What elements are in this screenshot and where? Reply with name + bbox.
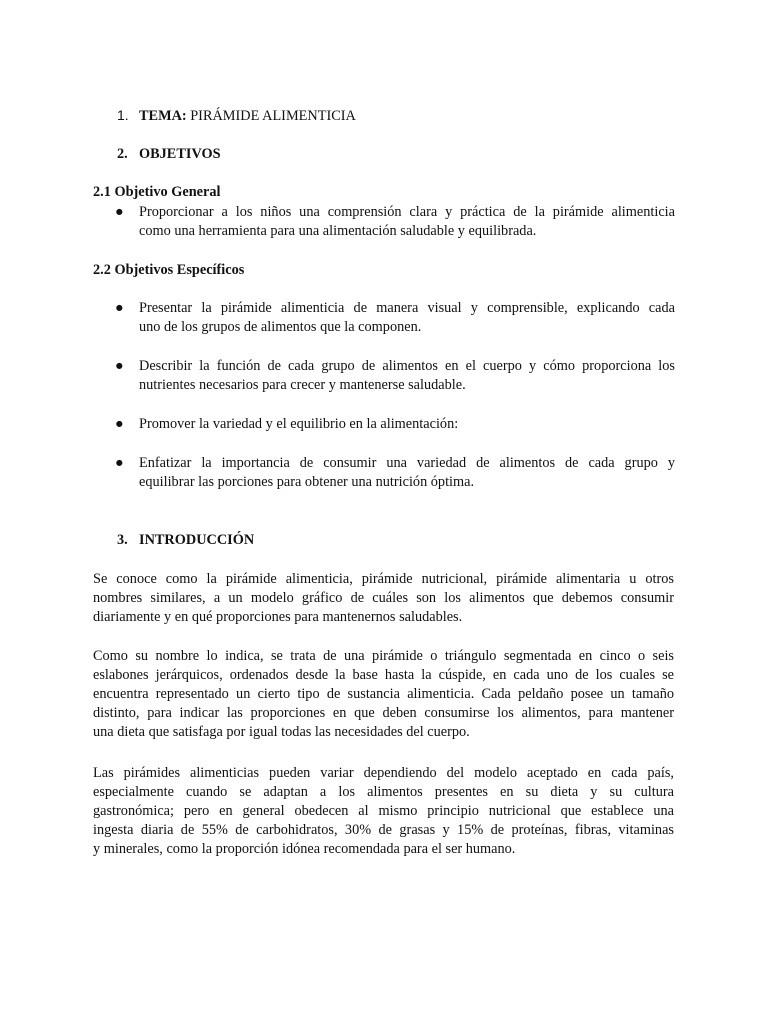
- bullet-text-line: nutrientes necesarios para crecer y mantenerse saludable.: [139, 377, 466, 393]
- paragraph-line: nombres similares, a un modelo gráfico de cuáles son los alimentos que debemos consumir: [93, 590, 674, 606]
- paragraph-line: una dieta que satisfaga por igual todas las necesidades del cuerpo.: [93, 724, 470, 740]
- heading-tema: [117, 106, 356, 126]
- subheading-objetivo-general: 2.1 Objetivo General: [93, 184, 221, 200]
- intro-paragraph: [93, 764, 674, 859]
- bullet-text-line: Promover la variedad y el equilibrio en la alimentación:: [139, 416, 459, 432]
- paragraph-line: y minerales, como la proporción idónea recomendada para el ser humano.: [93, 841, 516, 857]
- bullet-text-line: equilibrar las porciones para obtener una nutrición óptima.: [139, 474, 475, 490]
- list-item: [115, 357, 675, 395]
- heading-value: PIRÁMIDE ALIMENTICIA: [190, 108, 356, 124]
- heading-label: OBJETIVOS: [139, 146, 221, 162]
- bullet-icon: ●: [115, 358, 124, 374]
- bullet-text-line: Presentar la pirámide alimenticia de manera visual y comprensible, explicando cada: [139, 300, 675, 316]
- paragraph-line: Se conoce como la pirámide alimenticia, pirámide nutricional, pirámide alimentaria u otros: [93, 571, 674, 587]
- list-item: [115, 299, 675, 337]
- list-item: [115, 454, 675, 492]
- heading-label: INTRODUCCIÓN: [139, 532, 255, 548]
- paragraph-line: Como su nombre lo indica, se trata de una pirámide o triángulo segmentada en cinco o seis: [93, 648, 674, 664]
- heading-label: TEMA:: [139, 108, 187, 124]
- subheading-objetivos-especificos: 2.2 Objetivos Específicos: [93, 262, 245, 278]
- bullet-icon: ●: [115, 300, 124, 316]
- bullet-icon: ●: [115, 416, 124, 432]
- heading-number: 1.: [117, 107, 129, 123]
- heading-objetivos: [117, 145, 221, 164]
- bullet-text-line: como una herramienta para una alimentación saludable y equilibrada.: [139, 223, 537, 239]
- bullet-text-line: Describir la función de cada grupo de alimentos en el cuerpo y cómo proporciona los: [139, 358, 675, 374]
- intro-paragraph: [93, 647, 674, 742]
- bullet-icon: ●: [115, 455, 124, 471]
- paragraph-line: Las pirámides alimenticias pueden variar dependiendo del modelo aceptado en cada país,: [93, 765, 674, 781]
- list-item: [115, 415, 675, 434]
- bullet-text-line: uno de los grupos de alimentos que la componen.: [139, 319, 422, 335]
- list-item: [115, 203, 675, 241]
- paragraph-line: distinto, para indicar las proporciones en que deben consumirse los alimentos, para mantener: [93, 705, 674, 721]
- bullet-text-line: Enfatizar la importancia de consumir una variedad de alimentos de cada grupo y: [139, 455, 675, 471]
- paragraph-line: diariamente y en qué proporciones para mantenernos saludables.: [93, 609, 463, 625]
- heading-number: 3.: [117, 532, 128, 548]
- paragraph-line: especialmente cuando se adaptan a los alimentos presentes en su dieta y su cultura: [93, 784, 674, 800]
- heading-introduccion: [117, 531, 254, 550]
- paragraph-line: encuentra representado un cierto tipo de sustancia alimenticia. Cada peldaño posee un tamaño: [93, 686, 674, 702]
- paragraph-line: gastronómica; pero en general obedecen al mismo principio nutricional que establece una: [93, 803, 674, 819]
- bullet-icon: ●: [115, 204, 124, 220]
- intro-paragraph: [93, 570, 674, 627]
- bullet-text-line: Proporcionar a los niños una comprensión clara y práctica de la pirámide alimenticia: [139, 204, 675, 220]
- heading-number: 2.: [117, 146, 128, 162]
- paragraph-line: ingesta diaria de 55% de carbohidratos, 30% de grasas y 15% de proteínas, fibras, vitaminas: [93, 822, 674, 838]
- paragraph-line: eslabones jerárquicos, ordenados desde la base hasta la cúspide, en cada uno de los cuales se: [93, 667, 674, 683]
